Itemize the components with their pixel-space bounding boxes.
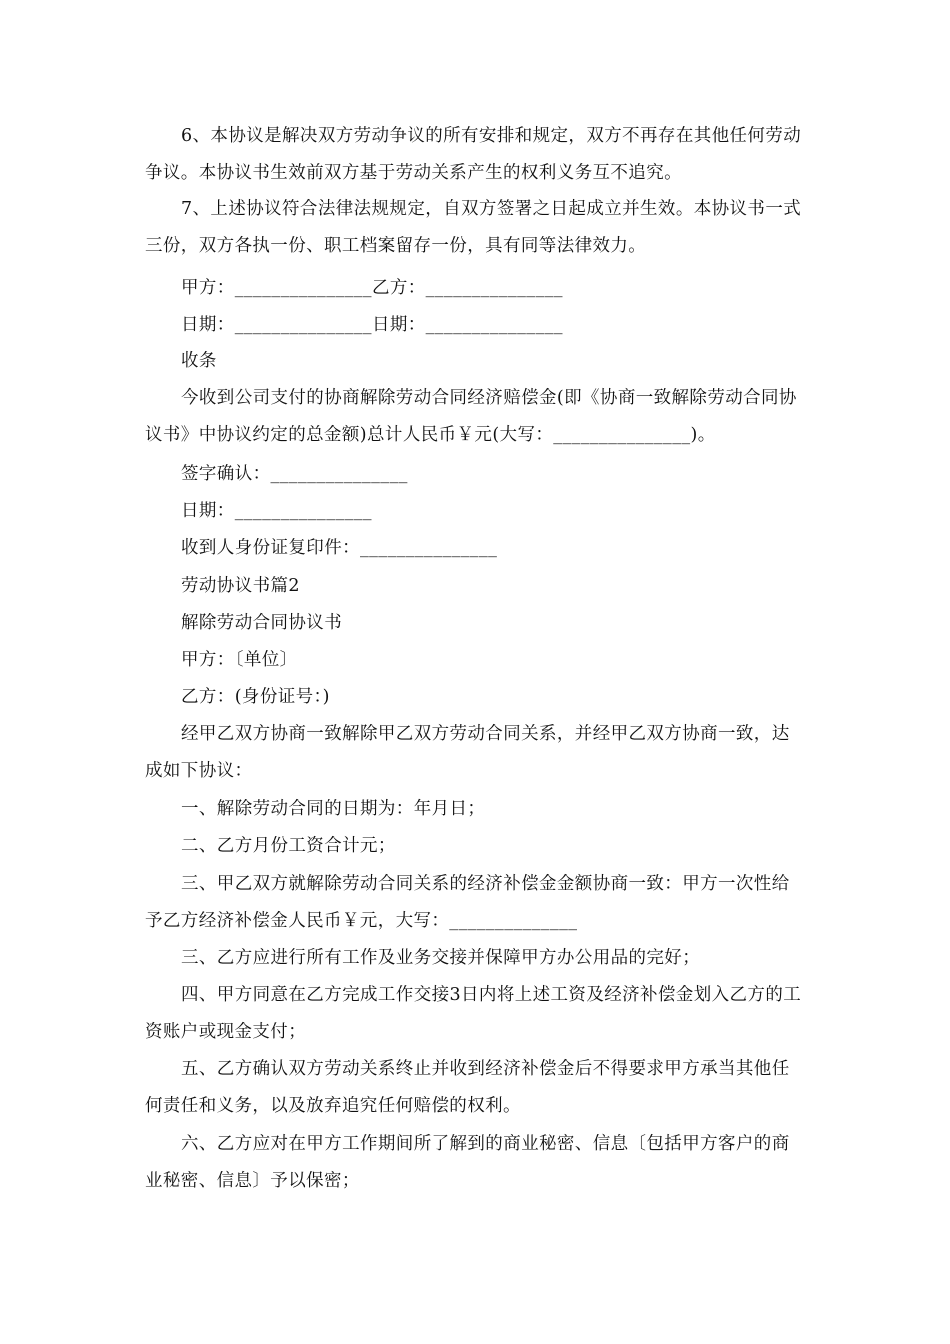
section-heading: 劳动协议书篇2 (181, 576, 300, 596)
agreement-intro: 经甲乙双方协商一致解除甲乙双方劳动合同关系，并经甲乙双方协商一致，达成如下协议： (145, 724, 790, 781)
receipt-body: 今收到公司支付的协商解除劳动合同经济赔偿金(即《协商一致解除劳动合同协议书》中协议约定的总金额)总计人民币￥元(大写：_______________)。 (145, 388, 797, 445)
clause-7: 7、上述协议符合法律法规规定，自双方签署之日起成立并生效。本协议书一式三份，双方各执一份、职工档案留存一份，具有同等法律效力。 (145, 199, 802, 256)
signature-line-parties: 甲方：_______________乙方：_______________ (181, 278, 563, 298)
clause-three-handover: 三、乙方应进行所有工作及业务交接并保障甲方办公用品的完好； (181, 948, 701, 968)
receipt-id-copy: 收到人身份证复印件：_______________ (181, 538, 498, 558)
clause-five: 五、乙方确认双方劳动关系终止并收到经济补偿金后不得要求甲方承当其他任何责任和义务，以及放弃追究任何赔偿的权利。 (145, 1059, 790, 1116)
clause-6: 6、本协议是解决双方劳动争议的所有安排和规定，双方不再存在其他任何劳动争议。本协议书生效前双方基于劳动关系产生的权利义务互不追究。 (145, 126, 802, 183)
clause-one: 一、解除劳动合同的日期为：年月日； (181, 799, 486, 819)
signature-line-dates: 日期：_______________日期：_______________ (181, 315, 563, 335)
receipt-date: 日期：_______________ (181, 501, 372, 521)
party-a: 甲方：〔单位〕 (181, 650, 298, 670)
clause-four: 四、甲方同意在乙方完成工作交接3日内将上述工资及经济补偿金划入乙方的工资账户或现金支付； (145, 985, 802, 1042)
clause-two: 二、乙方月份工资合计元； (181, 836, 396, 856)
clause-three-compensation: 三、甲乙双方就解除劳动合同关系的经济补偿金金额协商一致：甲方一次性给予乙方经济补偿金人民币￥元，大写：______________ (145, 874, 790, 931)
receipt-signature: 签字确认：_______________ (181, 464, 408, 484)
agreement-title: 解除劳动合同协议书 (181, 613, 343, 633)
receipt-title: 收条 (181, 351, 217, 371)
clause-six: 六、乙方应对在甲方工作期间所了解到的商业秘密、信息〔包括甲方客户的商业秘密、信息〕予以保密； (145, 1134, 790, 1191)
party-b: 乙方：(身份证号：) (181, 687, 330, 707)
